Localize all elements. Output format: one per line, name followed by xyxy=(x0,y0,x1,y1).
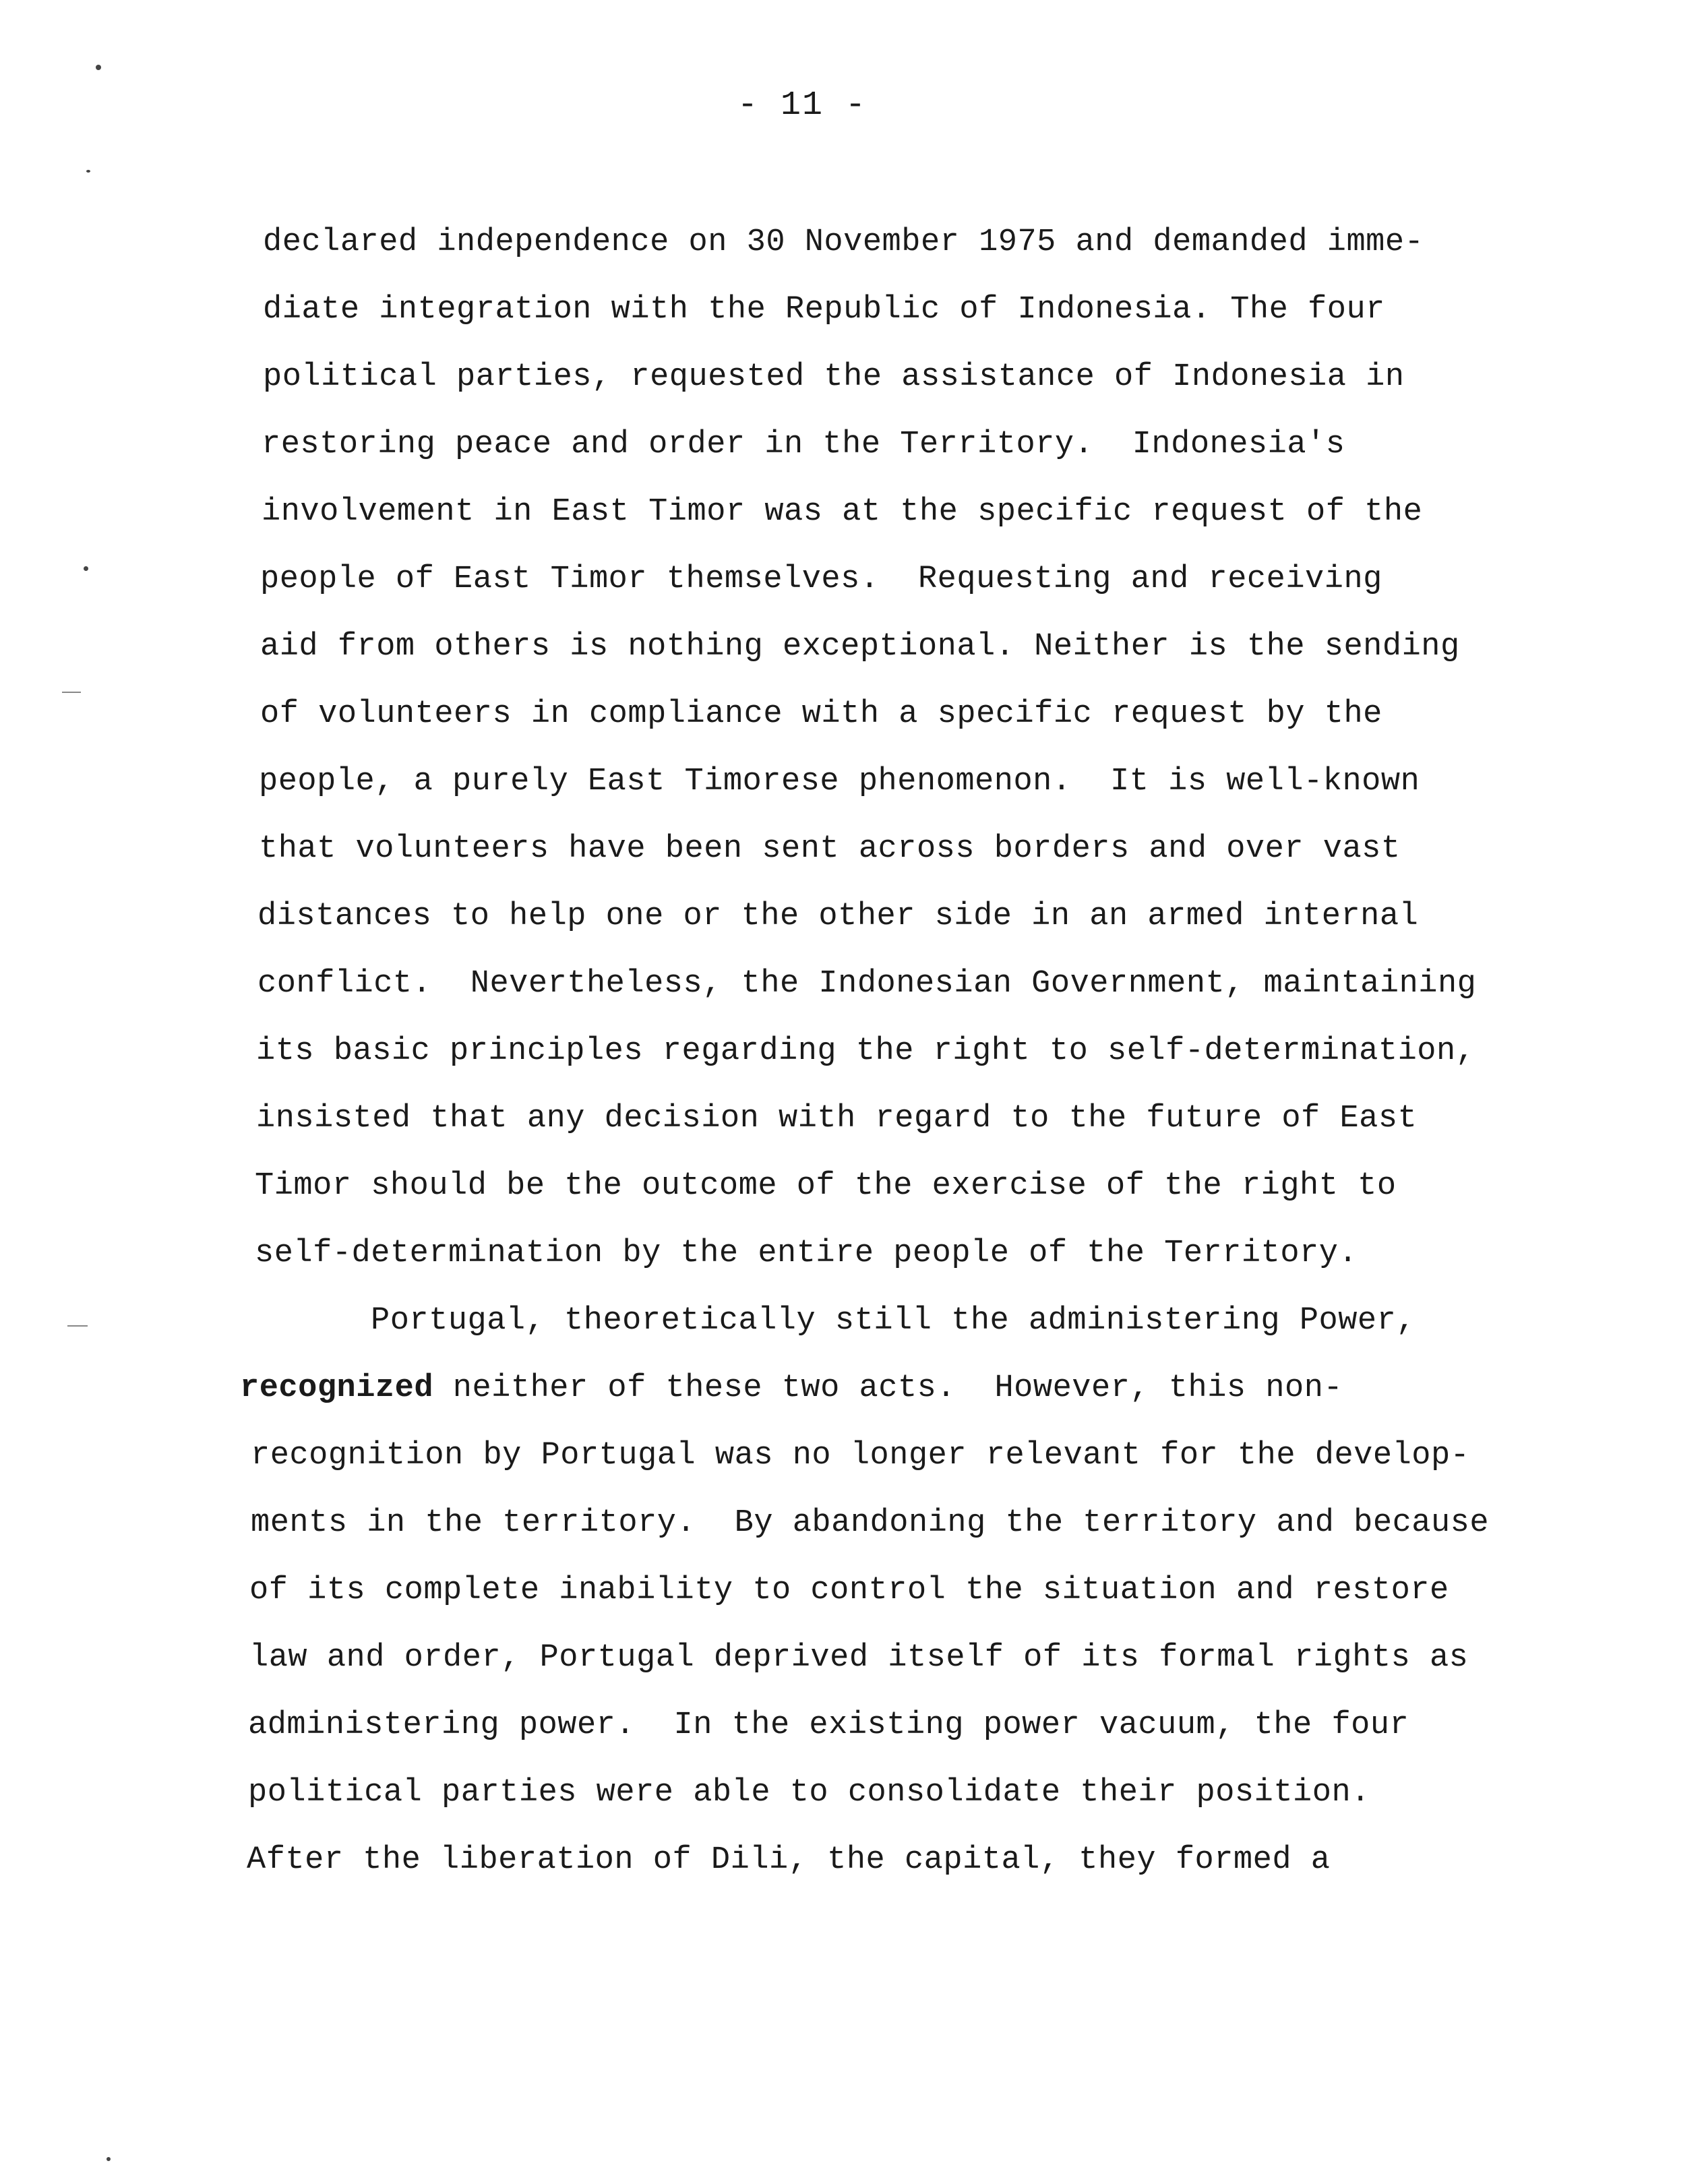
scan-speck xyxy=(84,566,88,571)
text-line: distances to help one or the other side in an armed internal xyxy=(257,899,1419,934)
text-line: involvement in East Timor was at the specific request of the xyxy=(262,494,1423,530)
text-line: of volunteers in compliance with a specific request by the xyxy=(260,696,1382,732)
text-line: aid from others is nothing exceptional. Neither is the sending xyxy=(260,629,1460,665)
text-line: political parties, requested the assistance of Indonesia in xyxy=(263,359,1405,395)
text-line xyxy=(240,1368,1343,1409)
text-line: restoring peace and order in the Territory. Indonesia's xyxy=(262,427,1345,462)
bold-word: recognized xyxy=(240,1370,434,1406)
page-number: - 11 - xyxy=(737,86,868,125)
scan-mark xyxy=(67,1325,88,1327)
text-line: its basic principles regarding the right to self-determination, xyxy=(256,1033,1475,1069)
text-line: people of East Timor themselves. Requesting and receiving xyxy=(260,562,1382,597)
text-line: law and order, Portugal deprived itself of its formal rights as xyxy=(249,1640,1469,1676)
text-line-rest: neither of these two acts. However, this non- xyxy=(433,1370,1343,1406)
text-line-indented: Portugal, theoretically still the administering Power, xyxy=(371,1303,1416,1339)
text-line: recognition by Portugal was no longer relevant for the develop- xyxy=(251,1438,1470,1474)
scan-speck xyxy=(96,65,101,70)
text-line: of its complete inability to control the situation and restore xyxy=(249,1573,1449,1608)
scan-speck xyxy=(106,2157,111,2161)
scan-mark xyxy=(62,692,81,693)
text-line: conflict. Nevertheless, the Indonesian Government, maintaining xyxy=(257,966,1477,1002)
text-line: declared independence on 30 November 1975 and demanded imme- xyxy=(263,224,1424,260)
text-line: people, a purely East Timorese phenomenon. It is well-known xyxy=(259,764,1420,799)
text-line: political parties were able to consolidate their position. xyxy=(248,1775,1370,1811)
text-line: administering power. In the existing power vacuum, the four xyxy=(248,1707,1409,1743)
text-line: After the liberation of Dili, the capital, they formed a xyxy=(247,1842,1331,1878)
scan-speck xyxy=(86,170,90,173)
text-line: self-determination by the entire people of the Territory. xyxy=(255,1236,1358,1271)
text-line: diate integration with the Republic of Indonesia. The four xyxy=(263,292,1385,328)
text-line: Timor should be the outcome of the exercise of the right to xyxy=(255,1168,1397,1204)
text-line: insisted that any decision with regard to the future of East xyxy=(256,1101,1418,1136)
text-line: that volunteers have been sent across borders and over vast xyxy=(259,831,1401,867)
text-line: ments in the territory. By abandoning the territory and because xyxy=(251,1505,1490,1541)
